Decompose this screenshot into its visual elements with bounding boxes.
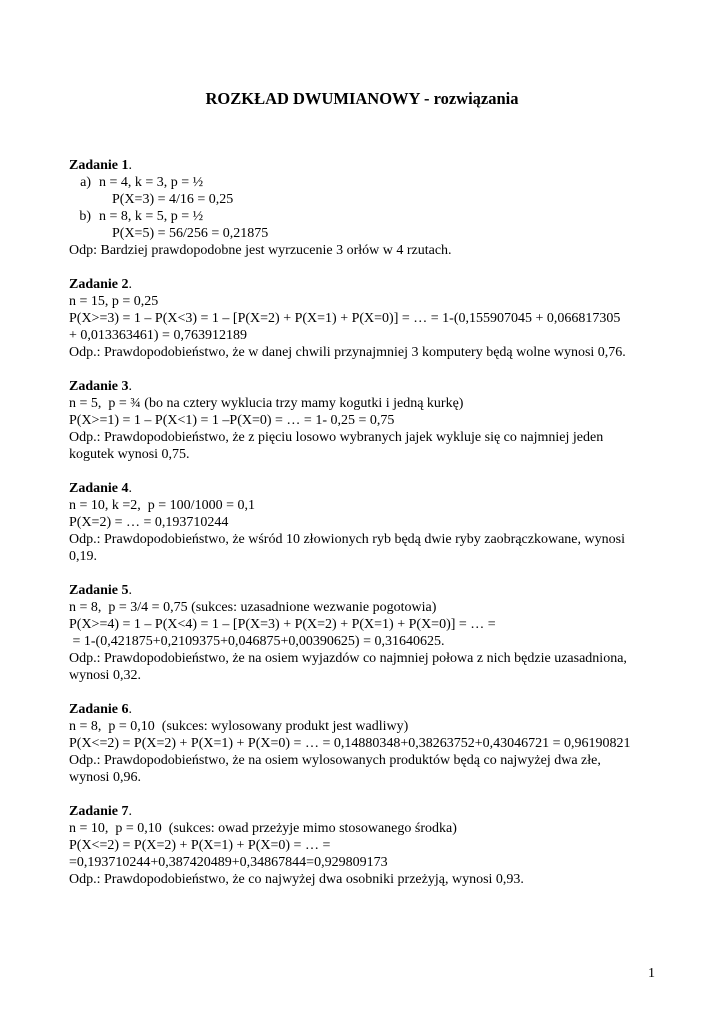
task-line: = 1-(0,421875+0,2109375+0,046875+0,00390625) = 0,31640625.	[69, 634, 445, 649]
task-answer: Odp.: Prawdopodobieństwo, że na osiem wyjazdów co najmniej połowa z nich będzie uzasadniona,	[69, 651, 627, 666]
task-4	[69, 480, 659, 565]
task-1	[69, 157, 659, 259]
task-answer: Odp.: Prawdopodobieństwo, że wśród 10 złowionych ryb będą dwie ryby zaobrączkowane, wynosi	[69, 532, 625, 547]
task-line: n = 10, k =2, p = 100/1000 = 0,1	[69, 498, 255, 513]
task-3	[69, 378, 659, 463]
item-b-line1: n = 8, k = 5, p = ½	[99, 209, 204, 224]
document-body	[69, 157, 659, 905]
task-heading-dot: .	[128, 158, 133, 173]
task-5	[69, 582, 659, 684]
task-heading-dot: .	[128, 702, 133, 717]
task-answer: Odp.: Prawdopodobieństwo, że na osiem wylosowanych produktów będą co najwyżej dwa złe,	[69, 753, 601, 768]
item-b-line2: P(X=5) = 56/256 = 0,21875	[112, 226, 269, 241]
page-number: 1	[648, 966, 655, 981]
task-answer-cont: kogutek wynosi 0,75.	[69, 447, 190, 462]
task-heading-label: Zadanie 6	[69, 702, 129, 717]
task-answer-cont: 0,19.	[69, 549, 97, 564]
task-1-item-a	[69, 174, 659, 191]
task-answer-cont: wynosi 0,96.	[69, 770, 141, 785]
task-line: + 0,013363461) = 0,763912189	[69, 328, 247, 343]
task-line: P(X>=1) = 1 – P(X<1) = 1 –P(X=0) = … = 1- 0,25 = 0,75	[69, 413, 395, 428]
task-heading-dot: .	[128, 583, 133, 598]
task-1-item-b	[69, 208, 659, 225]
task-line: P(X=2) = … = 0,193710244	[69, 515, 229, 530]
task-heading	[69, 157, 659, 174]
task-line: P(X<=2) = P(X=2) + P(X=1) + P(X=0) = … = 0,14880348+0,38263752+0,43046721 = 0,96190821	[69, 736, 631, 751]
task-line: P(X>=4) = 1 – P(X<4) = 1 – [P(X=3) + P(X=2) + P(X=1) + P(X=0)] = … =	[69, 617, 496, 632]
task-line: =0,193710244+0,387420489+0,34867844=0,929809173	[69, 855, 388, 870]
task-heading-dot: .	[128, 804, 133, 819]
task-heading	[69, 803, 659, 820]
task-heading	[69, 582, 659, 599]
task-answer: Odp.: Prawdopodobieństwo, że z pięciu losowo wybranych jajek wykluje się co najmniej jeden	[69, 430, 604, 445]
task-heading-label: Zadanie 3	[69, 379, 129, 394]
document-title: ROZKŁAD DWUMIANOWY - rozwiązania	[205, 89, 519, 108]
task-line: n = 10, p = 0,10 (sukces: owad przeżyje mimo stosowanego środka)	[69, 821, 457, 836]
task-line: n = 15, p = 0,25	[69, 294, 159, 309]
task-line: n = 5, p = ¾ (bo na cztery wyklucia trzy mamy kogutki i jedną kurkę)	[69, 396, 464, 411]
task-heading-label: Zadanie 2	[69, 277, 129, 292]
task-6	[69, 701, 659, 786]
task-answer: Odp.: Prawdopodobieństwo, że w danej chwili przynajmniej 3 komputery będą wolne wynosi 0,76.	[69, 345, 626, 360]
task-7	[69, 803, 659, 888]
task-heading	[69, 378, 659, 395]
task-line: P(X>=3) = 1 – P(X<3) = 1 – [P(X=2) + P(X=1) + P(X=0)] = … = 1-(0,155907045 + 0,066817305	[69, 311, 621, 326]
item-label-b: b)	[79, 209, 91, 224]
item-a-line2: P(X=3) = 4/16 = 0,25	[112, 192, 234, 207]
task-heading-label: Zadanie 5	[69, 583, 129, 598]
task-heading	[69, 701, 659, 718]
task-heading-dot: .	[128, 379, 133, 394]
task-heading	[69, 276, 659, 293]
task-heading-label: Zadanie 1	[69, 158, 129, 173]
task-heading-label: Zadanie 7	[69, 804, 129, 819]
item-label-a: a)	[80, 175, 91, 190]
task-heading-label: Zadanie 4	[69, 481, 129, 496]
task-answer: Odp.: Prawdopodobieństwo, że co najwyżej dwa osobniki przeżyją, wynosi 0,93.	[69, 872, 524, 887]
item-a-line1: n = 4, k = 3, p = ½	[99, 175, 204, 190]
task-heading-dot: .	[128, 481, 133, 496]
task-answer-cont: wynosi 0,32.	[69, 668, 141, 683]
task-heading-dot: .	[128, 277, 133, 292]
task-line: P(X<=2) = P(X=2) + P(X=1) + P(X=0) = … =	[69, 838, 331, 853]
task-answer: Odp: Bardziej prawdopodobne jest wyrzucenie 3 orłów w 4 rzutach.	[69, 243, 452, 258]
task-line: n = 8, p = 0,10 (sukces: wylosowany produkt jest wadliwy)	[69, 719, 409, 734]
task-heading	[69, 480, 659, 497]
task-line: n = 8, p = 3/4 = 0,75 (sukces: uzasadnione wezwanie pogotowia)	[69, 600, 437, 615]
task-2	[69, 276, 659, 361]
